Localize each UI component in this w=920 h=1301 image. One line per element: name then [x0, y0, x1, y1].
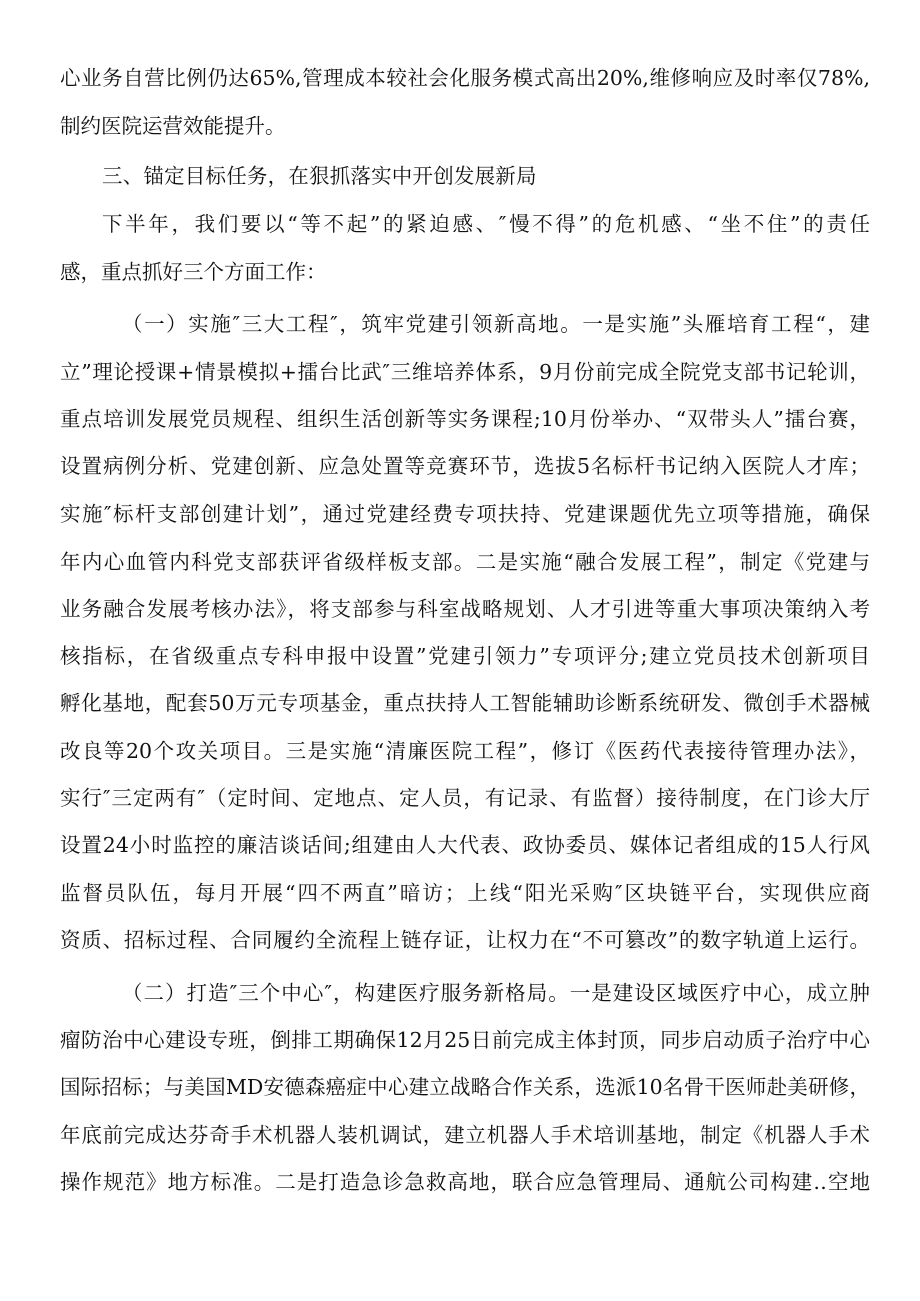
text-line-13: 核指标，在省级重点专科申报中设置”党建引领力”专项评分;建立党员技术创新项目 [60, 644, 870, 668]
text-line-19: 资质、招标过程、合同履约全流程上链存证，让权力在“不可篡改”的数字轨道上运行。 [60, 928, 870, 952]
text-line-22: 国际招标；与美国MD安德森癌症中心建立战略合作关系，选派10名骨干医师赴美研修， [60, 1075, 870, 1099]
text-line-5: 感，重点抓好三个方面工作： [60, 260, 327, 284]
text-line-4: 下半年，我们要以“等不起”的紧迫感、″慢不得”的危机感、“坐不住”的责任 [102, 212, 870, 236]
text-line-16: 实行″三定两有″（定时间、定地点、定人员，有记录、有监督）接待制度，在门诊大厅 [60, 786, 870, 810]
text-line-7: 立”理论授课+情景模拟+擂台比武″三维培养体系，9月份前完成全院党支部书记轮训， [60, 360, 870, 384]
text-line-1: 心业务自营比例仍达65%,管理成本较社会化服务模式高出20%,维修响应及时率仅78%, [60, 66, 870, 90]
text-line-10: 实施″标杆支部创建计划”，通过党建经费专项扶持、党建课题优先立项等措施，确保 [60, 502, 870, 526]
text-line-11: 年内心血管内科党支部获评省级样板支部。二是实施“融合发展工程”，制定《党建与 [60, 550, 870, 574]
text-line-8: 重点培训发展党员规程、组织生活创新等实务课程;10月份举办、“双带头人”擂台赛， [60, 407, 870, 431]
section-heading: 三、锚定目标任务，在狠抓落实中开创发展新局 [102, 164, 537, 188]
text-line-14: 孵化基地，配套50万元专项基金，重点扶持人工智能辅助诊断系统研发、微创手术器械 [60, 691, 870, 715]
text-line-18: 监督员队伍，每月开展“四不两直”暗访；上线“阳光采购″区块链平台，实现供应商 [60, 881, 870, 905]
text-line-15: 改良等20个攻关项目。三是实施“清廉医院工程”，修订《医药代表接待管理办法》， [60, 739, 870, 763]
text-line-17: 设置24小时监控的廉洁谈话间;组建由人大代表、政协委员、媒体记者组成的15人行风 [60, 833, 870, 857]
subsection-heading-1: （一）实施″三大工程″，筑牢党建引领新高地。一是实施”头雁培育工程“，建 [122, 312, 870, 336]
text-line-9: 设置病例分析、党建创新、应急处置等竞赛环节，选拔5名标杆书记纳入医院人才库； [60, 454, 870, 478]
text-line-23: 年底前完成达芬奇手术机器人装机调试，建立机器人手术培训基地，制定《机器人手术 [60, 1123, 870, 1147]
text-line-21: 瘤防治中心建设专班，倒排工期确保12月25日前完成主体封顶，同步启动质子治疗中心 [60, 1028, 870, 1052]
text-line-12: 业务融合发展考核办法》，将支部参与科室战略规划、人才引进等重大事项决策纳入考 [60, 597, 870, 621]
text-line-2: 制约医院运营效能提升。 [60, 114, 286, 138]
subsection-heading-2: （二）打造″三个中心″，构建医疗服务新格局。一是建设区域医疗中心，成立肿 [122, 981, 870, 1005]
text-line-24: 操作规范》地方标准。二是打造急诊急救高地，联合应急管理局、通航公司构建‥空地 [60, 1170, 870, 1194]
